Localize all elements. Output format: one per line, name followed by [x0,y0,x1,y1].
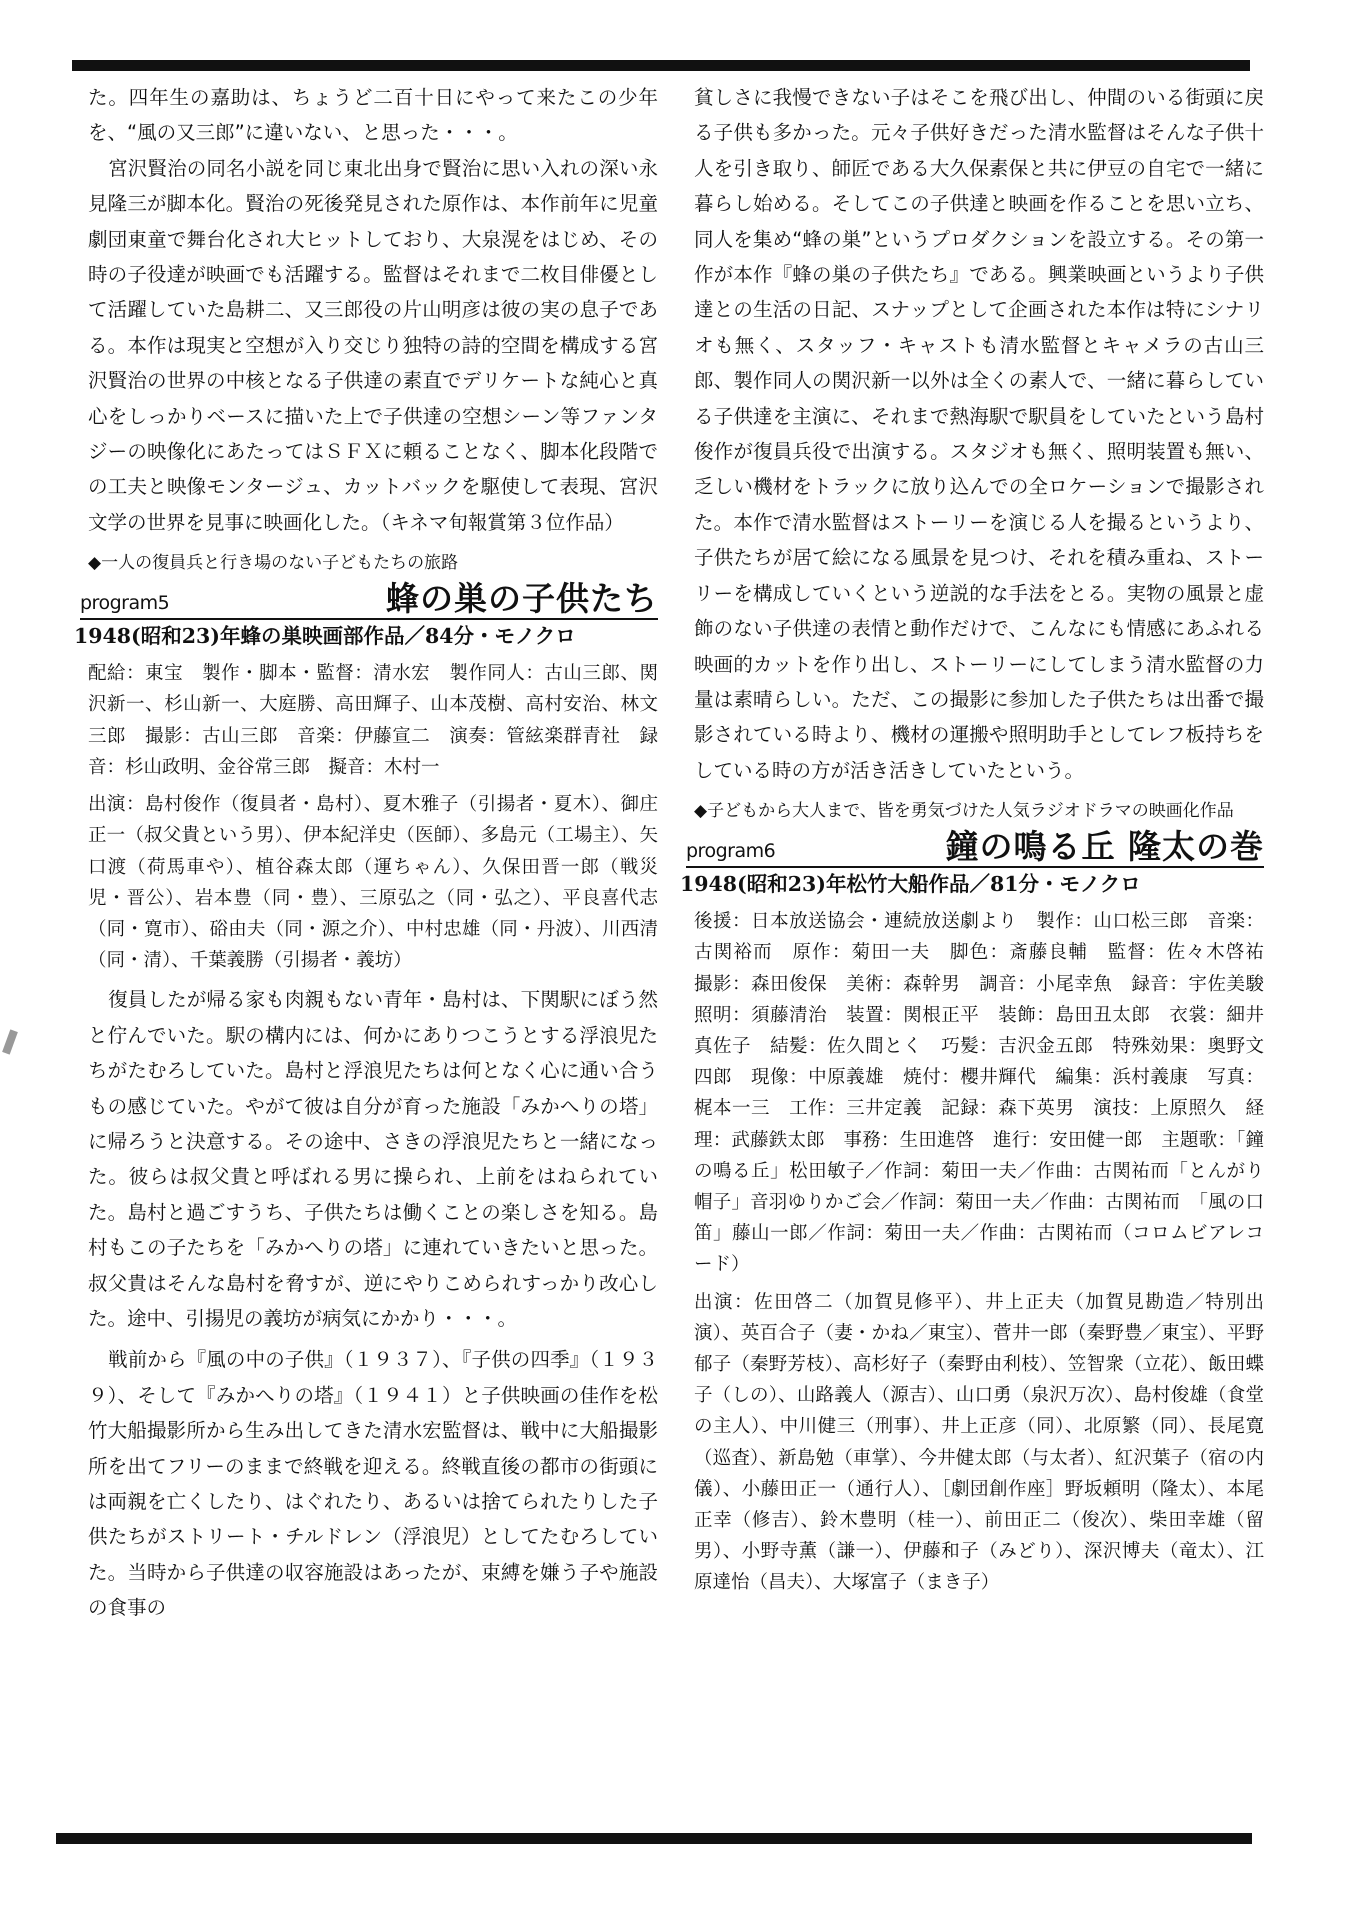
program5-commentary [88,1342,658,1625]
left-column [74,80,658,1626]
program5-caption: ◆一人の復員兵と行き場のない子どもたちの旅路 [88,553,459,574]
program5-title: 蜂の巣の子供たち [386,579,658,619]
program6-heading [686,827,1264,867]
program6-label: program6 [686,840,776,863]
program6-cast: 出演：佐田啓二（加賀見修平）、井上正夫（加賀見勘造／特別出演）、英百合子（妻・かね／東宝）、菅井一郎（秦野豊／東宝）、平野郁子（秦野芳枝）、高杉好子（秦野由利枝）、笠智衆（立花）、飯田蝶子（しの）、山路義人（源吉）、山口勇（泉沢万次）、島村俊雄（食堂の主人）、中川健三（刑事）、井上正彦（同）、北原繁（同）、長尾寛（巡査）、新島勉（車掌）、今井健太郎（与太者）、紅沢葉子（宿の内儀）、小藤田正一（通行人）、［劇団創作座］野坂頼明（隆太）、本尾正幸（修吉）、鈴木豊明（桂一）、前田正二（俊次）、柴田幸雄（留男）、小野寺薫（謙一）、伊藤和子（みどり）、深沢博夫（竜太）、江原達怡（昌夫）、大塚富子（まき子） [694,1291,1264,1594]
program6-staff: 後援：日本放送協会・連続放送劇より 製作：山口松三郎 音楽：古関裕而 原作：菊田一夫 脚色：斎藤良輔 監督：佐々木啓祐 撮影：森田俊保 美術：森幹男 調音：小尾幸魚 録音：宇佐美駿 照明：須藤清治 装置：関根正平 装飾：島田丑太郎 衣裳：細井真佐子 結髪：佐久間とく 巧髪：吉沢金五郎 特殊効果：奥野文四郎 現像：中原義雄 焼付：櫻井輝代 編集：浜村義康 写真：梶本一三 工作：三井定義 記録：森下英男 演技：上原照久 経理：武藤鉄太郎 事務：生田進啓 進行：安田健一郎 主題歌：「鐘の鳴る丘」松田敏子／作詞：菊田一夫／作曲：古関祐而「とんがり帽子」音羽ゆりかご会／作詞：菊田一夫／作曲：古関祐而 「風の口笛」藤山一郎／作詞：菊田一夫／作曲：古関祐而（コロムビアレコード） [694,911,1283,1276]
program6-caption: ◆子どもから大人まで、皆を勇気づけた人気ラジオドラマの映画化作品 [694,801,1234,822]
program5-staff: 配給：東宝 製作・脚本・監督：清水宏 製作同人：古山三郎、関沢新一、杉山新一、大庭勝、高田輝子、山本茂樹、高村安治、林文三郎 撮影：古山三郎 音楽：伊藤宣二 演奏：管絃楽群青社 録音：杉山政明、金谷常三郎 擬音：木村一 [88,663,658,778]
synopsis-text: 復員したが帰る家も肉親もない青年・島村は、下関駅にぼう然と佇んでいた。駅の構内には、何かにありつこうとする浮浪児たちがたむろしていた。島村と浮浪児たちは何となく心に通い合うもの感じていた。やがて彼は自分が育った施設「みかへりの塔」に帰ろうと決意する。その途中、さきの浮浪児たちと一緒になった。彼らは叔父貴と呼ばれる男に操られ、上前をはねられていた。島村と過ごすうち、子供たちは働くことの楽しさを知る。島村もこの子たちを「みかへりの塔」に連れていきたいと思った。叔父貴はそんな島村を脅すが、逆にやりこめられすっかり改心した。途中、引揚児の義坊が病気にかかり・・・。 [88,988,658,1330]
commentary-text: 戦前から『風の中の子供』（１９３７）、『子供の四季』（１９３９）、そして『みかへりの塔』（１９４１）と子供映画の佳作を松竹大船撮影所から生み出してきた清水宏監督は、戦中に大船撮影所を出てフリーのままで終戦を迎える。終戦直後の都市の街頭には両親を亡くしたり、はぐれたり、あるいは捨てられたりした子供たちがストリート・チルドレン（浮浪児）としてたむろしていた。当時から子供達の収容施設はあったが、束縛を嫌う子や施設の食事の [88,1348,658,1620]
bottom-rule [56,1833,1252,1844]
program5-cast: 出演：島村俊作（復員者・島村）、夏木雅子（引揚者・夏木）、御庄正一（叔父貴という男）、伊本紀洋史（医師）、多島元（工場主）、矢口渡（荷馬車や）、植谷森太郎（運ちゃん）、久保田晋一郎（戦災児・晋公）、岩本豊（同・豊）、三原弘之（同・弘之）、平良喜代志（同・寛市）、硲由夫（同・源之介）、中村忠雄（同・丹波）、川西清（同・清）、千葉義勝（引揚者・義坊） [88,794,658,972]
program5-heading [80,579,658,619]
program6-title: 鐘の鳴る丘 隆太の巻 [945,827,1264,867]
scan-mark [2,1029,18,1054]
program6-info: 1948(昭和23)年松竹大船作品／81分・モノクロ [680,872,1141,897]
right-column [680,80,1283,1599]
kaze-no-matasaburo-commentary [88,151,658,540]
program5-synopsis [88,982,658,1336]
commentary-text: 宮沢賢治の同名小説を同じ東北出身で賢治に思い入れの深い永見隆三が脚本化。賢治の死後発見された原作は、本作前年に児童劇団東童で舞台化され大ヒットしており、大泉滉をはじめ、その時の子役達が映画でも活躍する。監督はそれまで二枚目俳優として活躍していた島耕二、又三郎役の片山明彦は彼の実の息子である。本作は現実と空想が入り交じり独特の詩的空間を構成する宮沢賢治の世界の中核となる子供達の素直でデリケートな純心と真心をしっかりベースに描いた上で子供達の空想シーン等ファンタジーの映像化にあたってはＳＦＸに頼ることなく、脚本化段階での工夫と映像モンタージュ、カットバックを駆使して表現、宮沢文学の世界を見事に映画化した。（キネマ旬報賞第３位作品） [88,156,658,534]
left-paragraph-continued: た。四年生の嘉助は、ちょうど二百十日にやって来たこの少年を、“風の又三郎”に違いない、と思った・・・。 [88,86,658,145]
program5-info: 1948(昭和23)年蜂の巣映画部作品／84分・モノクロ [74,624,576,649]
top-rule [72,60,1250,71]
program5-commentary-continued: 貧しさに我慢できない子はそこを飛び出し、仲間のいる街頭に戻る子供も多かった。元々子供好きだった清水監督はそんな子供十人を引き取り、師匠である大久保素保と共に伊豆の自宅で一緒に暮らし始める。そしてこの子供達と映画を作ることを思い立ち、同人を集め“蜂の巣”というプロダクションを設立する。その第一作が本作『蜂の巣の子供たち』である。興業映画というより子供達との生活の日記、スナップとして企画された本作は特にシナリオも無く、スタッフ・キャストも清水監督とキャメラの古山三郎、製作同人の関沢新一以外は全くの素人で、一緒に暮らしている子供達を主演に、それまで熱海駅で駅員をしていたという島村俊作が復員兵役で出演する。スタジオも無く、照明装置も無い、乏しい機材をトラックに放り込んでの全ロケーションで撮影された。本作で清水監督はストーリーを演じる人を撮るというより、子供たちが居て絵になる風景を見つけ、それを積み重ね、ストーリーを構成していくという逆説的な手法をとる。実物の風景と虚飾のない子供達の表情と動作だけで、こんなにも情感にあふれる映画的カットを作り出し、ストーリーにしてしまう清水監督の力量は素晴らしい。ただ、この撮影に参加した子供たちは出番で撮影されている時より、機材の運搬や照明助手としてレフ板持ちをしている時の方が活き活きしていたという。 [694,86,1264,782]
program5-label: program5 [80,592,170,615]
